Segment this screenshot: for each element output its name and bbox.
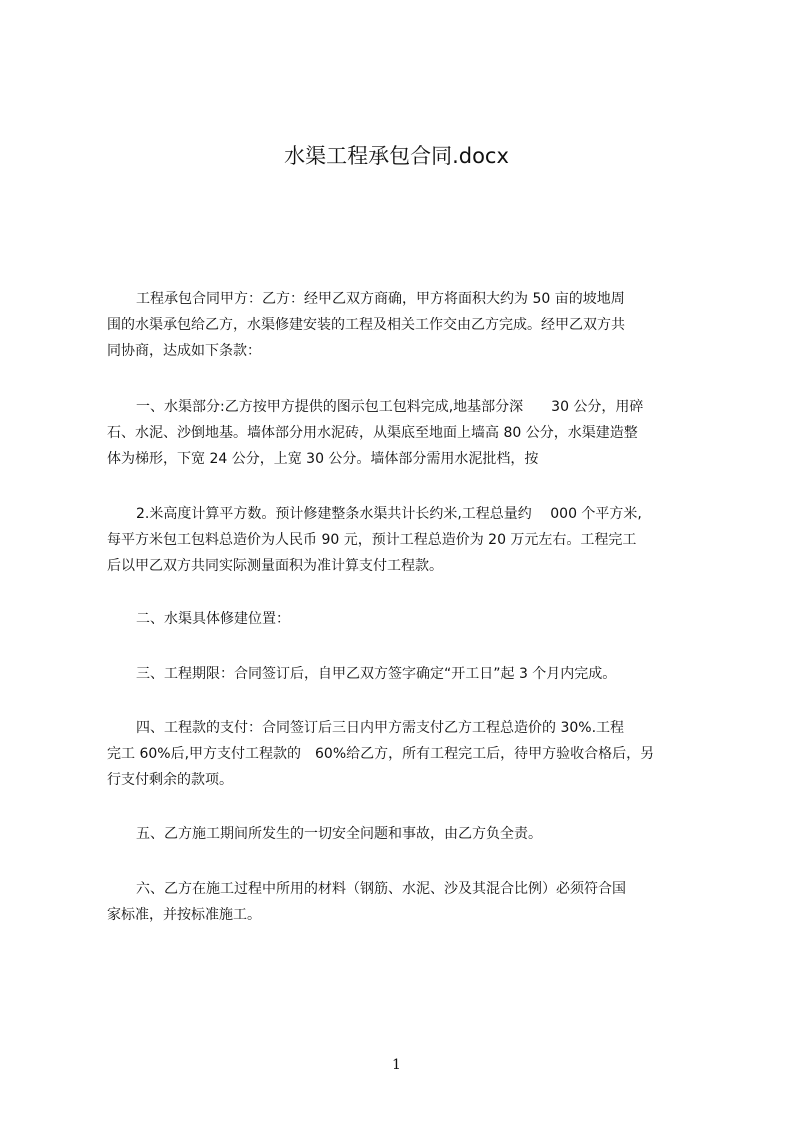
paragraph-line: 四、工程款的支付：合同签订后三日内甲方需支付乙方工程总造价的 30%.工程 (136, 720, 625, 736)
paragraph-intro (107, 286, 697, 364)
paragraph-clause-location (107, 606, 697, 632)
paragraph-line: 石、水泥、沙倒地基。墙体部分用水泥砖，从渠底至地面上墙高 80 公分，水渠建造整 (107, 425, 638, 441)
paragraph-line: 工程承包合同甲方：乙方：经甲乙双方商确，甲方将面积大约为 50 亩的坡地周 (136, 291, 625, 307)
paragraph-line: 家标准，并按标准施工。 (107, 907, 261, 923)
paragraph-line: 2.米高度计算平方数。预计修建整条水渠共计长约米,工程总量约 000 个平方米, (136, 506, 642, 522)
paragraph-line: 每平方米包工包料总造价为人民币 90 元，预计工程总造价为 20 万元左右。工程完工 (107, 532, 637, 548)
paragraph-line: 后以甲乙双方共同实际测量面积为准计算支付工程款。 (107, 558, 443, 574)
paragraph-clause-2 (107, 501, 697, 579)
paragraph-line: 一、水渠部分:乙方按甲方提供的图示包工包料完成,地基部分深 30 公分，用碎 (136, 399, 644, 415)
paragraph-clause-payment (107, 715, 697, 793)
paragraph-line: 同协商，达成如下条款： (107, 343, 261, 359)
paragraph-line: 行支付剩余的款项。 (107, 772, 233, 788)
page-number: 1 (392, 1057, 401, 1073)
paragraph-clause-safety (107, 821, 697, 847)
paragraph-line: 体为梯形，下宽 24 公分，上宽 30 公分。墙体部分需用水泥批档，按 (107, 451, 539, 467)
paragraph-line: 五、乙方施工期间所发生的一切安全问题和事故，由乙方负全责。 (136, 826, 542, 842)
document-title: 水渠工程承包合同.docx (284, 144, 509, 168)
paragraph-clause-1 (107, 394, 697, 472)
paragraph-clause-schedule (107, 661, 697, 687)
paragraph-clause-materials (107, 876, 697, 928)
paragraph-line: 二、水渠具体修建位置： (136, 611, 290, 627)
paragraph-line: 六、乙方在施工过程中所用的材料（钢筋、水泥、沙及其混合比例）必须符合国 (136, 881, 626, 897)
paragraph-line: 三、工程期限：合同签订后，自甲乙双方签字确定“开工日”起 3 个月内完成。 (136, 666, 617, 682)
paragraph-line: 围的水渠承包给乙方，水渠修建安装的工程及相关工作交由乙方完成。经甲乙双方共 (107, 317, 625, 333)
paragraph-line: 完工 60%后,甲方支付工程款的 60%给乙方，所有工程完工后，待甲方验收合格后，另 (107, 746, 655, 762)
